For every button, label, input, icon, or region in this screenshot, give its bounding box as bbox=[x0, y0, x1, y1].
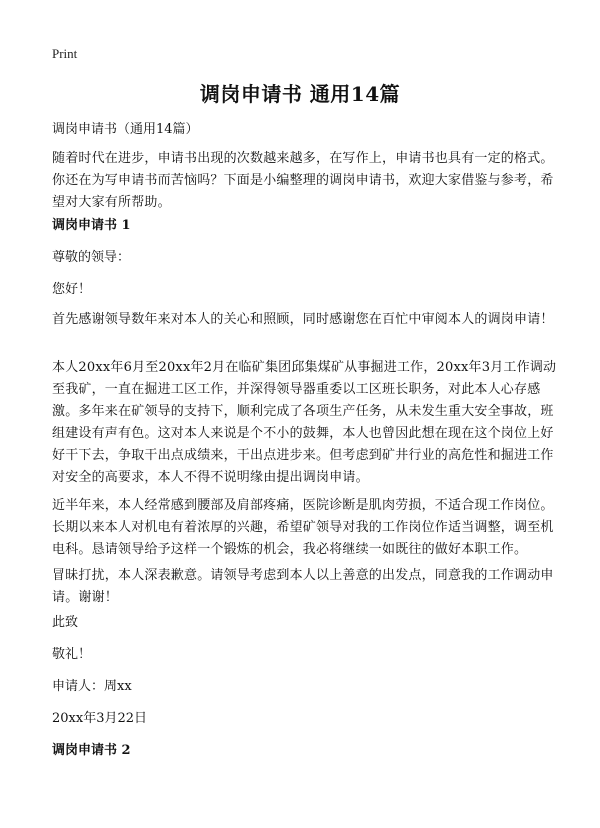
body-paragraph-4: 冒昧打扰，本人深表歉意。请领导考虑到本人以上善意的出发点，同意我的工作调动申请。谢谢！ bbox=[52, 568, 554, 605]
letter-date: 20xx年3月22日 bbox=[52, 711, 148, 726]
greeting: 您好！ bbox=[52, 282, 92, 297]
section-heading-1: 调岗申请书 1 bbox=[52, 218, 131, 233]
body-paragraph-3: 近半年来，本人经常感到腰部及肩部疼痛，医院诊断是肌肉劳损，不适合现工作岗位。长期以来本人对机电有着浓厚的兴趣，希望矿领导对我的工作岗位作适当调整，调至机电科。恳请领导给予这样一个锻炼的机会，我必将继续一如既往的做好本职工作。 bbox=[52, 498, 554, 557]
page-title: 调岗申请书 通用14篇 bbox=[199, 82, 401, 106]
intro-paragraph: 随着时代在进步，申请书出现的次数越来越多，在写作上，申请书也具有一定的格式。你还在为写申请书而苦恼吗？下面是小编整理的调岗申请书，欢迎大家借鉴与参考，希望对大家有所帮助。 bbox=[52, 151, 554, 210]
applicant-name: 申请人：周xx bbox=[52, 679, 132, 694]
salutation: 尊敬的领导： bbox=[52, 250, 131, 265]
closing-line-1: 此致 bbox=[52, 615, 79, 630]
closing-line-2: 敬礼！ bbox=[52, 647, 92, 662]
body-paragraph-1: 首先感谢领导数年来对本人的关心和照顾，同时感谢您在百忙中审阅本人的调岗申请！ bbox=[52, 312, 554, 327]
section-heading-2: 调岗申请书 2 bbox=[52, 743, 131, 758]
print-label[interactable]: Print bbox=[52, 46, 78, 61]
document-subtitle: 调岗申请书（通用14篇） bbox=[52, 122, 199, 137]
body-paragraph-2: 本人20xx年6月至20xx年2月在临矿集团邱集煤矿从事掘进工作，20xx年3月工作调动至我矿，一直在掘进工区工作，并深得领导器重委以工区班长职务，对此本人心存感激。多年来在矿领导的支持下，顺利完成了各项生产任务，从未发生重大安全事故，班组建设有声有色。这对本人来说是个不小的鼓舞，本人也曾因此想在现在这个岗位上好好干下去，争取干出点成绩来，干出点进步来。但考虑到矿井行业的高危性和掘进工作对安全的高要求，本人不得不说明缘由提出调岗申请。 bbox=[52, 360, 557, 485]
